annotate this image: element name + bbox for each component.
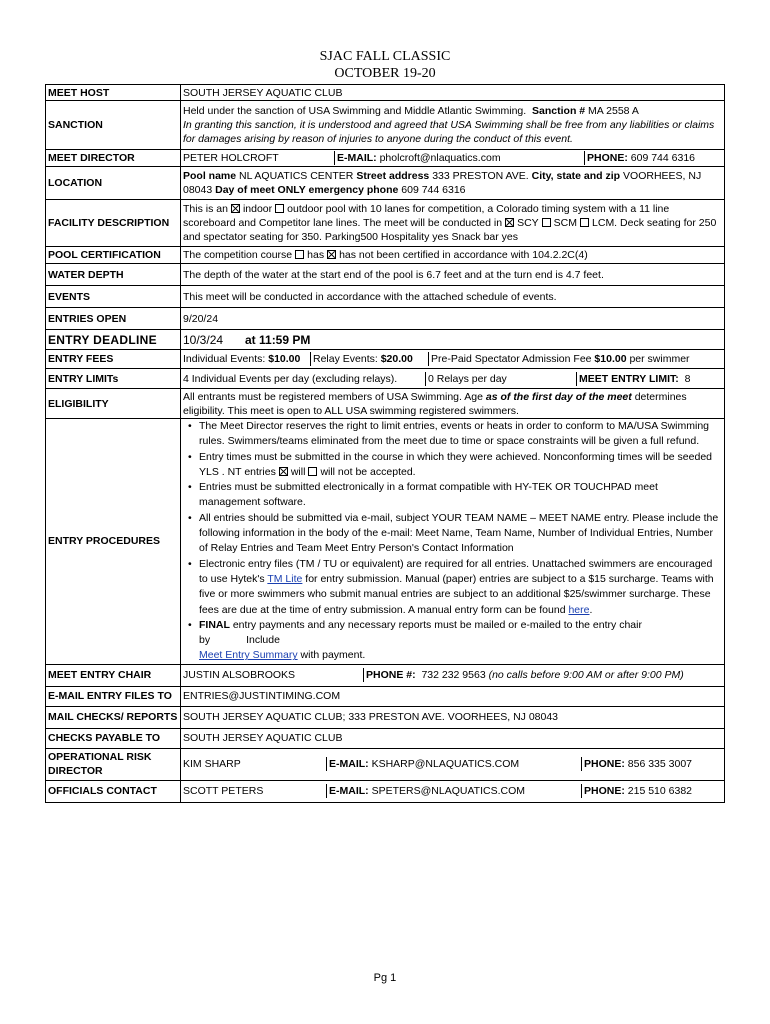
row-meet-host	[46, 85, 725, 101]
row-email-entries	[46, 686, 725, 706]
manual-entry-text: for entry submission. Manual (paper) entries are subject to a $15 surcharge. Teams with five or more swimmers who submit manual entries are subject to an additional $25/swimmer surcharge. These fees are due at the time of entry submission. A manual entry form can be found	[199, 572, 714, 616]
list-item	[199, 557, 722, 618]
risk-director-phone: 856 335 3007	[627, 758, 692, 771]
scy-text: SCY	[517, 217, 539, 229]
eligibility-emphasis: as of the first day of the meet	[485, 390, 632, 403]
facility-value	[181, 200, 725, 247]
entry-chair-label: MEET ENTRY CHAIR	[46, 664, 181, 686]
sanction-number-label: Sanction #	[532, 105, 586, 117]
pool-cert-label: POOL CERTIFICATION	[46, 247, 181, 264]
entry-chair-name: JUSTIN ALSOBROOKS	[183, 669, 296, 682]
include-text: Include	[246, 634, 280, 647]
lcm-text: LCM. Deck seating for 250 and spectator seating for 350. Parking500 Hospitality yes Snack bar yes	[183, 217, 717, 243]
manual-form-link[interactable]: here	[568, 603, 590, 616]
pool-name: NL AQUATICS CENTER	[239, 170, 354, 182]
row-entry-procedures	[46, 419, 725, 665]
meet-host-label: MEET HOST	[46, 85, 181, 101]
has-not-text: has not been certified in accordance with 104.2.2C(4)	[339, 249, 588, 261]
location-label: LOCATION	[46, 167, 181, 200]
nt-will-not-text: will not be accepted.	[320, 465, 416, 478]
row-checks-payable	[46, 728, 725, 748]
list-item: • The Meet Director reserves the right to limit entries, events or heats in order to conform to MA/USA Swimming rules. Swimmers/teams eliminated from the meet due to time or space constraints will be given a full refund.	[199, 419, 722, 450]
eligibility-value	[181, 389, 725, 419]
sanction-disclaimer: In granting this sanction, it is understood and agreed that USA Swimming shall be free from any liabilities or claims for damages arising by reason of injuries to anyone during the conduct of this event.	[183, 119, 715, 145]
meet-director-name: PETER HOLCROFT	[183, 152, 279, 164]
checks-payable-label: CHECKS PAYABLE TO	[46, 728, 181, 748]
scy-checkbox-checked-icon[interactable]	[505, 218, 514, 227]
officials-name: SCOTT PETERS	[183, 785, 264, 798]
row-events	[46, 286, 725, 308]
row-location	[46, 167, 725, 200]
spectator-fee: $10.00	[594, 353, 627, 365]
location-value	[181, 167, 725, 200]
officials-phone-label: PHONE:	[584, 785, 625, 798]
row-entries-open	[46, 308, 725, 330]
officials-email-label: E-MAIL:	[329, 785, 369, 798]
pool-cert-value	[181, 247, 725, 264]
row-pool-certification	[46, 247, 725, 264]
nt-will-checkbox-checked-icon[interactable]	[279, 467, 288, 476]
eligibility-text-2: determines eligibility. This meet is open to ALL USA swimming registered swimmers.	[183, 390, 687, 417]
lcm-checkbox-icon[interactable]	[580, 218, 589, 227]
period-text: .	[589, 603, 593, 616]
city: VOORHEES, NJ 08043	[183, 170, 702, 196]
entry-procedures-value	[181, 419, 725, 665]
spectator-fee-suffix: per swimmer	[629, 353, 690, 365]
sanction-label: SANCTION	[46, 101, 181, 150]
water-depth-value: The depth of the water at the start end of the pool is 6.7 feet and at the turn end is 4.7 feet.	[181, 264, 725, 286]
row-entry-limits	[46, 369, 725, 389]
row-water-depth	[46, 264, 725, 286]
eligibility-text: All entrants must be registered members of USA Swimming. Age	[183, 390, 483, 403]
eligibility-label: ELIGIBILITY	[46, 389, 181, 419]
tm-lite-link[interactable]: TM Lite	[267, 572, 303, 585]
facility-text: This is an	[183, 203, 228, 215]
outdoor-text: outdoor pool with 10 lanes for competition, a Colorado timing system with a 11 line scoreboard and Competitor lane lines. The meet will be conducted in	[183, 203, 670, 229]
risk-director-phone-label: PHONE:	[584, 758, 625, 771]
entry-chair-phone: 732 232 9563	[421, 669, 486, 682]
row-entry-deadline	[46, 330, 725, 350]
sanction-number: MA 2558 A	[588, 105, 639, 117]
events-value: This meet will be conducted in accordance with the attached schedule of events.	[181, 286, 725, 308]
row-facility	[46, 200, 725, 247]
pool-cert-text: The competition course	[183, 249, 293, 261]
emergency-phone: 609 744 6316	[401, 184, 466, 196]
row-sanction	[46, 101, 725, 150]
list-item	[199, 450, 722, 481]
final-payment-text: entry payments and any necessary reports must be mailed or e-mailed to the entry chair by	[199, 618, 642, 647]
with-payment-text: with payment.	[300, 649, 366, 662]
email-entries-label: E-MAIL ENTRY FILES TO	[46, 686, 181, 706]
has-text: has	[307, 249, 325, 261]
meet-director-email-label: E-MAIL:	[337, 152, 377, 164]
meet-entry-limit: 8	[684, 372, 691, 385]
risk-director-email[interactable]: KSHARP@NLAQUATICS.COM	[371, 758, 520, 771]
mail-checks-label: MAIL CHECKS/ REPORTS	[46, 706, 181, 728]
scm-text: SCM	[553, 217, 578, 229]
officials-label: OFFICIALS CONTACT	[46, 780, 181, 802]
document-dates: OCTOBER 19-20	[334, 66, 436, 81]
meet-host-value: SOUTH JERSEY AQUATIC CLUB	[181, 85, 725, 101]
has-checkbox-icon[interactable]	[295, 250, 304, 259]
indoor-checkbox-checked-icon[interactable]	[231, 204, 240, 213]
meet-info-table	[45, 84, 725, 803]
entry-fees-label: ENTRY FEES	[46, 350, 181, 369]
procedures-list	[183, 419, 722, 664]
pool-name-label: Pool name	[183, 170, 237, 182]
row-entry-fees	[46, 350, 725, 369]
emergency-phone-label: Day of meet ONLY emergency phone	[215, 184, 399, 196]
row-risk-director	[46, 748, 725, 780]
spectator-fee-label: Pre-Paid Spectator Admission Fee	[431, 353, 592, 365]
entry-chair-phone-label: PHONE #:	[366, 669, 416, 682]
indoor-text: indoor	[242, 203, 273, 215]
entry-deadline-label: ENTRY DEADLINE	[46, 330, 181, 350]
individual-fee: $10.00	[268, 353, 301, 365]
list-item: • All entries should be submitted via e-mail, subject YOUR TEAM NAME – MEET NAME entry. Please include the following information in the body of the e-mail: Meet Name, Team Name, Number of Individual Entries, Number of Relay Entries and Team Meet Entry Person's Contact Information	[199, 511, 722, 557]
row-officials	[46, 780, 725, 802]
sanction-line: Held under the sanction of USA Swimming and Middle Atlantic Swimming.	[183, 105, 527, 117]
row-meet-director	[46, 150, 725, 167]
entries-open-value: 9/20/24	[181, 308, 725, 330]
meet-director-label: MEET DIRECTOR	[46, 150, 181, 167]
has-not-checkbox-checked-icon[interactable]	[327, 250, 336, 259]
checks-payable-value: SOUTH JERSEY AQUATIC CLUB	[181, 728, 725, 748]
list-item: • Entries must be submitted electronically in a format compatible with HY-TEK OR TOUCHPAD meet management software.	[199, 480, 722, 511]
list-item	[199, 618, 722, 664]
scm-checkbox-icon[interactable]	[542, 218, 551, 227]
row-entry-chair	[46, 664, 725, 686]
water-depth-label: WATER DEPTH	[46, 264, 181, 286]
meet-director-phone-label: PHONE:	[587, 152, 628, 164]
street-label: Street address	[356, 170, 430, 182]
email-entries-value[interactable]: ENTRIES@JUSTINTIMING.COM	[181, 686, 725, 706]
risk-director-name: KIM SHARP	[183, 758, 241, 771]
relay-fee-label: Relay Events:	[313, 353, 378, 365]
entry-deadline-value	[181, 330, 725, 350]
nt-entries-text: Entry times must be submitted in the course in which they were achieved. Nonconforming times will be seeded YLS . NT entries	[199, 450, 712, 478]
relay-limit: 0 Relays per day	[425, 372, 576, 386]
street: 333 PRESTON AVE.	[432, 170, 529, 182]
outdoor-checkbox-icon[interactable]	[275, 204, 284, 213]
entry-procedures-label: ENTRY PROCEDURES	[46, 419, 181, 665]
page-number: Pg 1	[373, 972, 397, 984]
entry-deadline-time: at 11:59 PM	[245, 332, 311, 347]
electronic-entry-text: Electronic entry files (TM / TU or equivalent) are required for all entries. Unattached swimmers are encouraged to use Hytek's	[199, 557, 713, 585]
relay-fee: $20.00	[380, 353, 413, 365]
officials-email[interactable]: SPETERS@NLAQUATICS.COM	[371, 785, 525, 798]
entries-open-label: ENTRIES OPEN	[46, 308, 181, 330]
meet-director-email[interactable]: pholcroft@nlaquatics.com	[379, 152, 501, 164]
meet-entry-summary-link[interactable]: Meet Entry Summary	[199, 649, 298, 662]
meet-director-phone: 609 744 6316	[630, 152, 695, 164]
entry-limits-label: ENTRY LIMITs	[46, 369, 181, 389]
individual-limit: 4 Individual Events per day (excluding relays).	[183, 372, 398, 385]
entry-chair-note: (no calls before 9:00 AM or after 9:00 PM)	[488, 669, 684, 682]
row-eligibility	[46, 389, 725, 419]
risk-director-email-label: E-MAIL:	[329, 758, 369, 771]
mail-checks-value: SOUTH JERSEY AQUATIC CLUB; 333 PRESTON AVE. VOORHEES, NJ 08043	[181, 706, 725, 728]
individual-fee-label: Individual Events:	[183, 353, 266, 365]
nt-will-text: will	[290, 465, 306, 478]
events-label: EVENTS	[46, 286, 181, 308]
city-label: City, state and zip	[531, 170, 621, 182]
facility-label: FACILITY DESCRIPTION	[46, 200, 181, 247]
entry-deadline-date: 10/3/24	[183, 332, 224, 347]
risk-director-label: OPERATIONAL RISK DIRECTOR	[46, 748, 181, 780]
row-mail-checks	[46, 706, 725, 728]
document-title: SJAC FALL CLASSIC	[319, 49, 451, 64]
nt-will-not-checkbox-icon[interactable]	[308, 467, 317, 476]
sanction-value	[181, 101, 725, 150]
officials-phone: 215 510 6382	[627, 785, 692, 798]
final-text: FINAL	[199, 618, 230, 631]
meet-entry-limit-label: MEET ENTRY LIMIT:	[579, 372, 679, 385]
